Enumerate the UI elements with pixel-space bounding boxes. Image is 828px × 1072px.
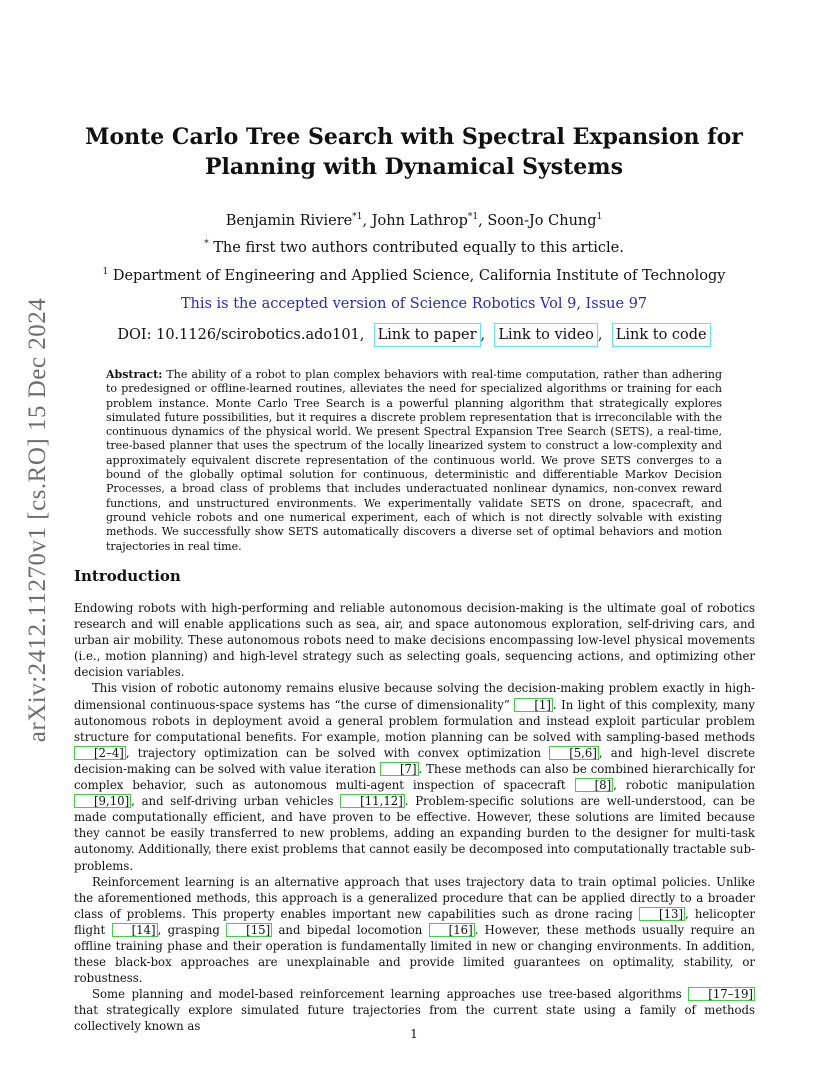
paragraph-text: and bipedal locomotion bbox=[278, 922, 423, 937]
link-to-paper[interactable]: Link to paper bbox=[374, 323, 481, 347]
citation-link[interactable]: [2–4] bbox=[74, 746, 126, 760]
section-heading-introduction: Introduction bbox=[74, 567, 181, 585]
author-name: John Lathrop bbox=[371, 212, 468, 229]
author-name: Soon-Jo Chung bbox=[487, 212, 597, 229]
doi-text: DOI: 10.1126/scirobotics.ado101, bbox=[117, 327, 365, 343]
citation-link[interactable]: [15] bbox=[226, 923, 272, 937]
paragraph-text: , grasping bbox=[157, 922, 220, 937]
citation-link[interactable]: [8] bbox=[575, 778, 614, 792]
introduction-body bbox=[74, 600, 755, 1035]
paragraph-text: . However, these methods usually require an offline training phase and their operation is fundamentally limited in new or changing environments. In addition, these black-box approaches are unexplainable and provide limited guarantees on optimality, stability, or robustness. bbox=[74, 922, 756, 986]
arxiv-sidebar bbox=[24, 280, 52, 760]
citation-link[interactable]: [13] bbox=[639, 907, 685, 921]
paragraph bbox=[74, 680, 755, 873]
paragraph-text: Some planning and model-based reinforcement learning approaches use tree-based algorithms bbox=[92, 987, 682, 1002]
paragraph-text: Reinforcement learning is an alternative approach that uses trajectory data to train optimal policies. Unlike the aforementioned methods, this approach is a generalized procedure that can be applied directly to a broader class of problems. This property enables important new capabilities such as drone racing bbox=[74, 874, 755, 921]
link-to-video[interactable]: Link to video bbox=[494, 323, 598, 347]
paper-title: Monte Carlo Tree Search with Spectral Expansion for Planning with Dynamical Systems bbox=[85, 124, 743, 180]
paragraph-text: This vision of robotic autonomy remains elusive because solving the decision-making problem exactly in high-dimensional continuous-space systems has “the curse of dimensionality” bbox=[74, 681, 755, 712]
citation-link[interactable]: [7] bbox=[380, 762, 419, 776]
author-mark: *1 bbox=[352, 212, 363, 222]
abstract-text: The ability of a robot to plan complex behaviors with real-time computation, rather than adhering to predesigned or offline-learned routines, alleviates the need for specialized algorithms or training for each problem instance. Monte Carlo Tree Search is a powerful planning algorithm that strategically explores simulated future possibilities, but it requires a discrete problem representation that is irreconcilable with the continuous dynamics of the physical world. We present Spectral Expansion Tree Search (SETS), a real-time, tree-based planner that uses the spectrum of the locally linearized system to construct a low-complexity and approximately equivalent discrete representation of the continuous world. We prove SETS converges to a bound of the globally optimal solution for continuous, deterministic and differentiable Markov Decision Processes, a broad class of problems that includes underactuated nonlinear dynamics, non-convex reward functions, and unstructured environments. We experimentally validate SETS on drone, spacecraft, and ground vehicle robots and one numerical experiment, each of which is not directly solvable with existing methods. We successfully show SETS automatically discovers a diverse set of optimal behaviors and motion trajectories in real time. bbox=[106, 368, 723, 553]
equal-contribution-note bbox=[74, 239, 754, 256]
citation-link[interactable]: [9,10] bbox=[74, 794, 131, 808]
author-list: Benjamin Riviere$^{*1}$, John Lathrop$^{*1}$, Soon-Jo Chung$^1$ bbox=[225, 212, 603, 229]
paragraph-text: . These methods can also be combined hierarchically for complex behavior, such as autonomous multi-agent inspection of spacecraft bbox=[74, 761, 756, 793]
abstract-label: Abstract: bbox=[106, 368, 163, 381]
paragraph-text: , helicopter flight bbox=[74, 906, 756, 937]
author-mark: *1 bbox=[467, 212, 479, 222]
paragraph-text: that strategically explore simulated future trajectories from the current state using a family of methods collectively known as bbox=[74, 1003, 755, 1034]
paragraph: Endowing robots with high-performing and reliable autonomous decision-making is the ultimate goal of robotics research and will enable applications such as sea, air, and space autonomous exploration, self-driving cars, and urban air mobility. These autonomous robots need to make decisions encompassing low-level physical movements (i.e., motion planning) and high-level strategy such as selecting goals, sequencing actions, and optimizing other decision variables. bbox=[74, 601, 755, 680]
affiliation bbox=[74, 267, 754, 284]
author-name: Benjamin Riviere bbox=[225, 212, 353, 229]
paragraph-text: , trajectory optimization can be solved with convex optimization bbox=[125, 745, 542, 760]
affiliation-text: Department of Engineering and Applied Science, California Institute of Technology bbox=[112, 267, 726, 284]
citation-link[interactable]: [17–19] bbox=[688, 987, 755, 1001]
citation-link[interactable]: [16] bbox=[429, 923, 475, 937]
paragraph-text: . In light of this complexity, many autonomous robots in deployment avoid a general problem formulation and instead exploit particular problem structure for computational benefits. For example, motion planning can be solved with sampling-based methods bbox=[74, 697, 755, 744]
citation-link[interactable]: [14] bbox=[112, 923, 158, 937]
link-to-code[interactable]: Link to code bbox=[612, 323, 711, 347]
accepted-version-link[interactable]: This is the accepted version of Science Robotics Vol 9, Issue 97 bbox=[180, 296, 648, 312]
note-text: The first two authors contributed equally to this article. bbox=[213, 239, 624, 256]
paragraph-text: , and self-driving urban vehicles bbox=[131, 794, 334, 809]
citation-link[interactable]: [5,6] bbox=[549, 746, 599, 760]
author-mark: 1 bbox=[596, 212, 603, 222]
note-mark: * bbox=[204, 239, 209, 249]
paragraph-text: . Problem-specific solutions are well-understood, can be made computationally efficient, and have proven to be effective. However, these solutions are limited because they cannot be easily transferred to new problems, adding an expanding burden to the designer for multi-task autonomy. Additionally, there exist problems that cannot easily be decomposed into computationally tractable sub-problems. bbox=[74, 794, 755, 873]
abstract bbox=[106, 368, 722, 554]
citation-link[interactable]: [11,12] bbox=[340, 794, 405, 808]
arxiv-identifier: arXiv:2412.11270v1 [cs.RO] 15 Dec 2024 bbox=[24, 297, 51, 743]
page-number: 1 bbox=[410, 1027, 418, 1041]
paragraph-text: , robotic manipulation bbox=[613, 778, 755, 793]
paragraph bbox=[74, 874, 755, 987]
paragraph-text: , and high-level discrete decision-making can be solved with value iteration bbox=[74, 745, 756, 776]
citation-link[interactable]: [1] bbox=[514, 698, 553, 712]
doi-line: DOI: 10.1126/scirobotics.ado101, Link to paper , Link to video , Link to code bbox=[74, 323, 754, 345]
affiliation-mark: 1 bbox=[102, 267, 109, 277]
